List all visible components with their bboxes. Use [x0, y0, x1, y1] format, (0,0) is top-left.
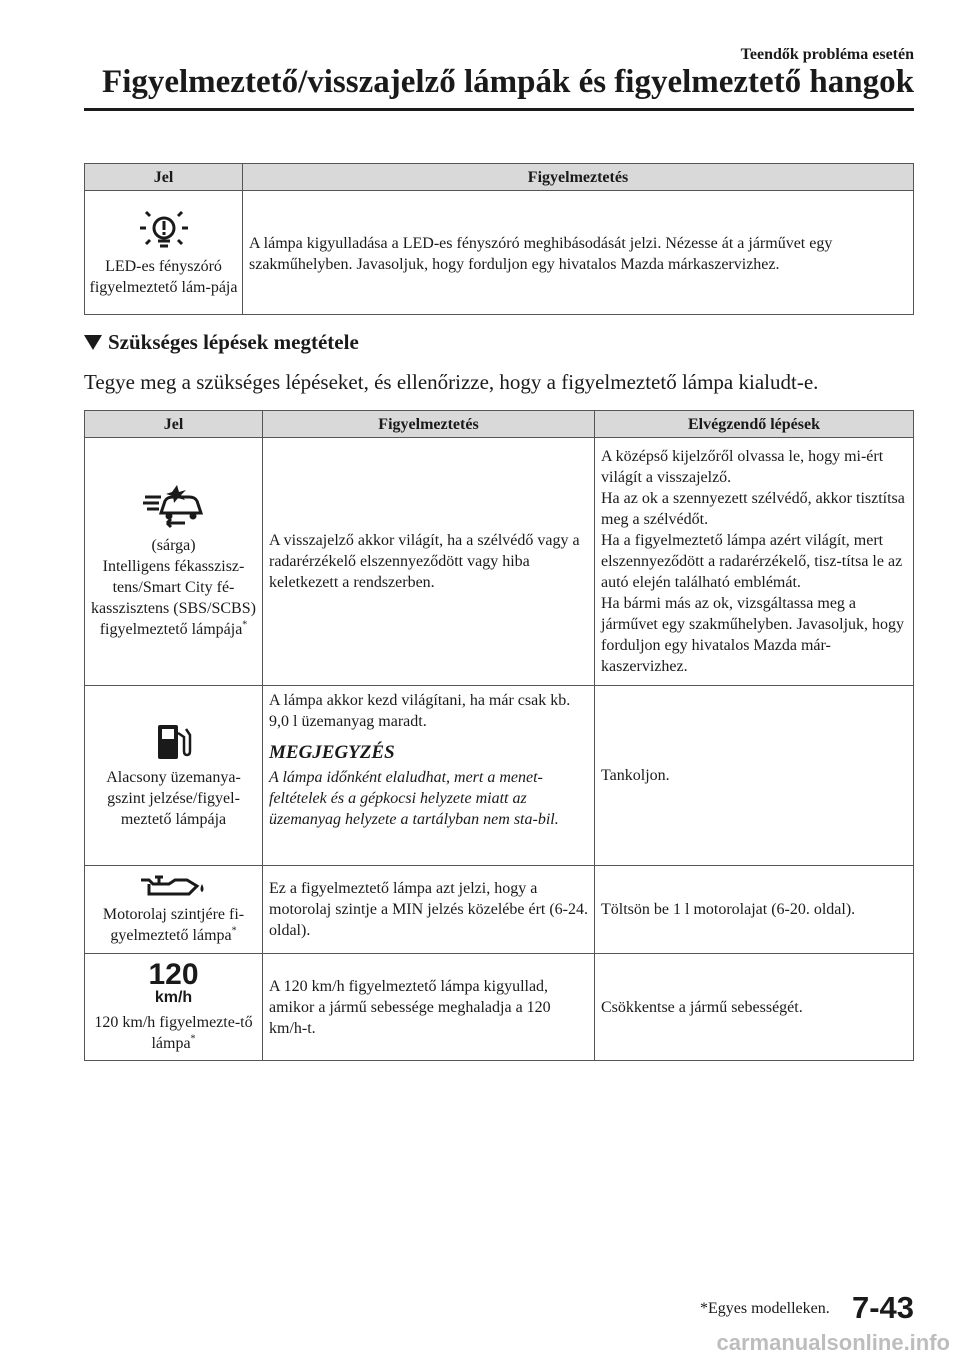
warning-table-2 [84, 410, 914, 1061]
color-note: (sárga) [151, 537, 196, 554]
page-title: Figyelmeztető/visszajelző lámpák és figyelmeztető hangok [102, 64, 914, 100]
engine-oil-level-icon [139, 874, 209, 898]
action-text: Csökkentse a jármű sebességét. [595, 954, 914, 1061]
intro-text: Tegye meg a szükséges lépéseket, és ellenőrizze, hogy a figyelmeztető lámpa kialudt-e. [84, 370, 819, 394]
lamp-name: Motorolaj szintjére fi-gyelmeztető lámpa [102, 905, 245, 944]
triangle-bullet-icon [84, 335, 102, 350]
table-row [85, 954, 914, 1061]
action-text: Töltsön be 1 l motorolajat (6-20. oldal). [595, 866, 914, 954]
speed-icon-unit: km/h [154, 989, 193, 1006]
warning-text: Ez a figyelmeztető lámpa azt jelzi, hogy a motorolaj szintje a MIN jelzés közelébe ért (6-24. oldal). [263, 866, 595, 954]
warning-text: A lámpa kigyulladása a LED-es fényszóró meghibásodását jelzi. Nézesse át a járművet egy szakműhelyben. Javasoljuk, hogy forduljon egy hivatalos Mazda márkaszervizhez. [243, 191, 914, 315]
column-header-jel: Jel [85, 411, 263, 438]
table-header-row [85, 411, 914, 438]
lamp-name: LED-es fényszóró figyelmeztető lám-pája [89, 257, 238, 296]
table-row [85, 438, 914, 686]
led-headlight-warning-icon [136, 208, 192, 250]
header-rule [84, 108, 914, 111]
action-text: A középső kijelzőről olvassa le, hogy mi-ért világít a visszajelző. Ha az ok a szennyezett szélvédő, akkor tisztítsa meg a szélvédőt. Ha a figyelmeztető lámpa azért világít, mert elszennyeződött a radarérzékelő, tisz-títsa le az autó elején található emblémát. Ha bármi más az ok, vizsgáltassa meg a járművet egy szakműhelyben. Javasoljuk, hogy forduljon egy hivatalos Mazda már-kaszervizhez. [595, 438, 914, 686]
footnote: *Egyes modelleken. [700, 1300, 830, 1317]
column-header-warning: Figyelmeztetés [263, 411, 595, 438]
note-title: MEGJEGYZÉS [269, 742, 395, 763]
column-header-jel: Jel [85, 164, 243, 191]
section-heading-text: Szükséges lépések megtétele [108, 330, 359, 354]
table-row [85, 866, 914, 954]
symbol-cell [85, 438, 263, 686]
warning-text: A visszajelző akkor világít, ha a szélvédő vagy a radarérzékelő elszennyeződött vagy hiba keletkezett a rendszerben. [263, 438, 595, 686]
section-heading [84, 330, 359, 355]
column-header-action: Elvégzendő lépések [595, 411, 914, 438]
table-row [85, 686, 914, 866]
header-section-label: Teendők probléma esetén [740, 46, 914, 63]
watermark: carmanualsonline.info [716, 1330, 950, 1355]
table-row [85, 191, 914, 315]
lamp-name: Alacsony üzemanya-gszint jelzése/figyel-meztető lámpája [106, 769, 241, 828]
warning-text: A lámpa akkor kezd világítani, ha már csak kb. 9,0 l üzemanyag maradt. [269, 692, 571, 730]
note-text: A lámpa időnként elaludhat, mert a menet-feltételek és a gépkocsi helyzete miatt az üzemanyag helyzete a tartályban nem sta-bil. [269, 769, 559, 828]
warning-cell [263, 686, 595, 866]
symbol-cell [85, 191, 243, 315]
smart-brake-support-icon [141, 483, 207, 529]
page-number: 7-43 [851, 1290, 914, 1325]
speed-120-icon [89, 960, 258, 1006]
warning-text: A 120 km/h figyelmeztető lámpa kigyullad, amikor a jármű sebessége meghaladja a 120 km/h-t. [263, 954, 595, 1061]
footnote-mark: * [242, 619, 248, 631]
speed-icon-number: 120 [148, 958, 199, 991]
footnote-mark: * [190, 1033, 196, 1045]
table-header-row [85, 164, 914, 191]
lamp-name: Intelligens fékasszisz-tens/Smart City fé-kasszisztens (SBS/SCBS) figyelmeztető lámpája [91, 558, 256, 638]
lamp-name: 120 km/h figyelmezte-tő lámpa [94, 1014, 253, 1052]
column-header-warning: Figyelmeztetés [243, 164, 914, 191]
symbol-cell [85, 686, 263, 866]
footnote-mark: * [231, 925, 237, 937]
symbol-cell [85, 866, 263, 954]
warning-table-1 [84, 163, 914, 315]
low-fuel-icon [156, 721, 192, 761]
symbol-cell [85, 954, 263, 1061]
action-text: Tankoljon. [595, 686, 914, 866]
